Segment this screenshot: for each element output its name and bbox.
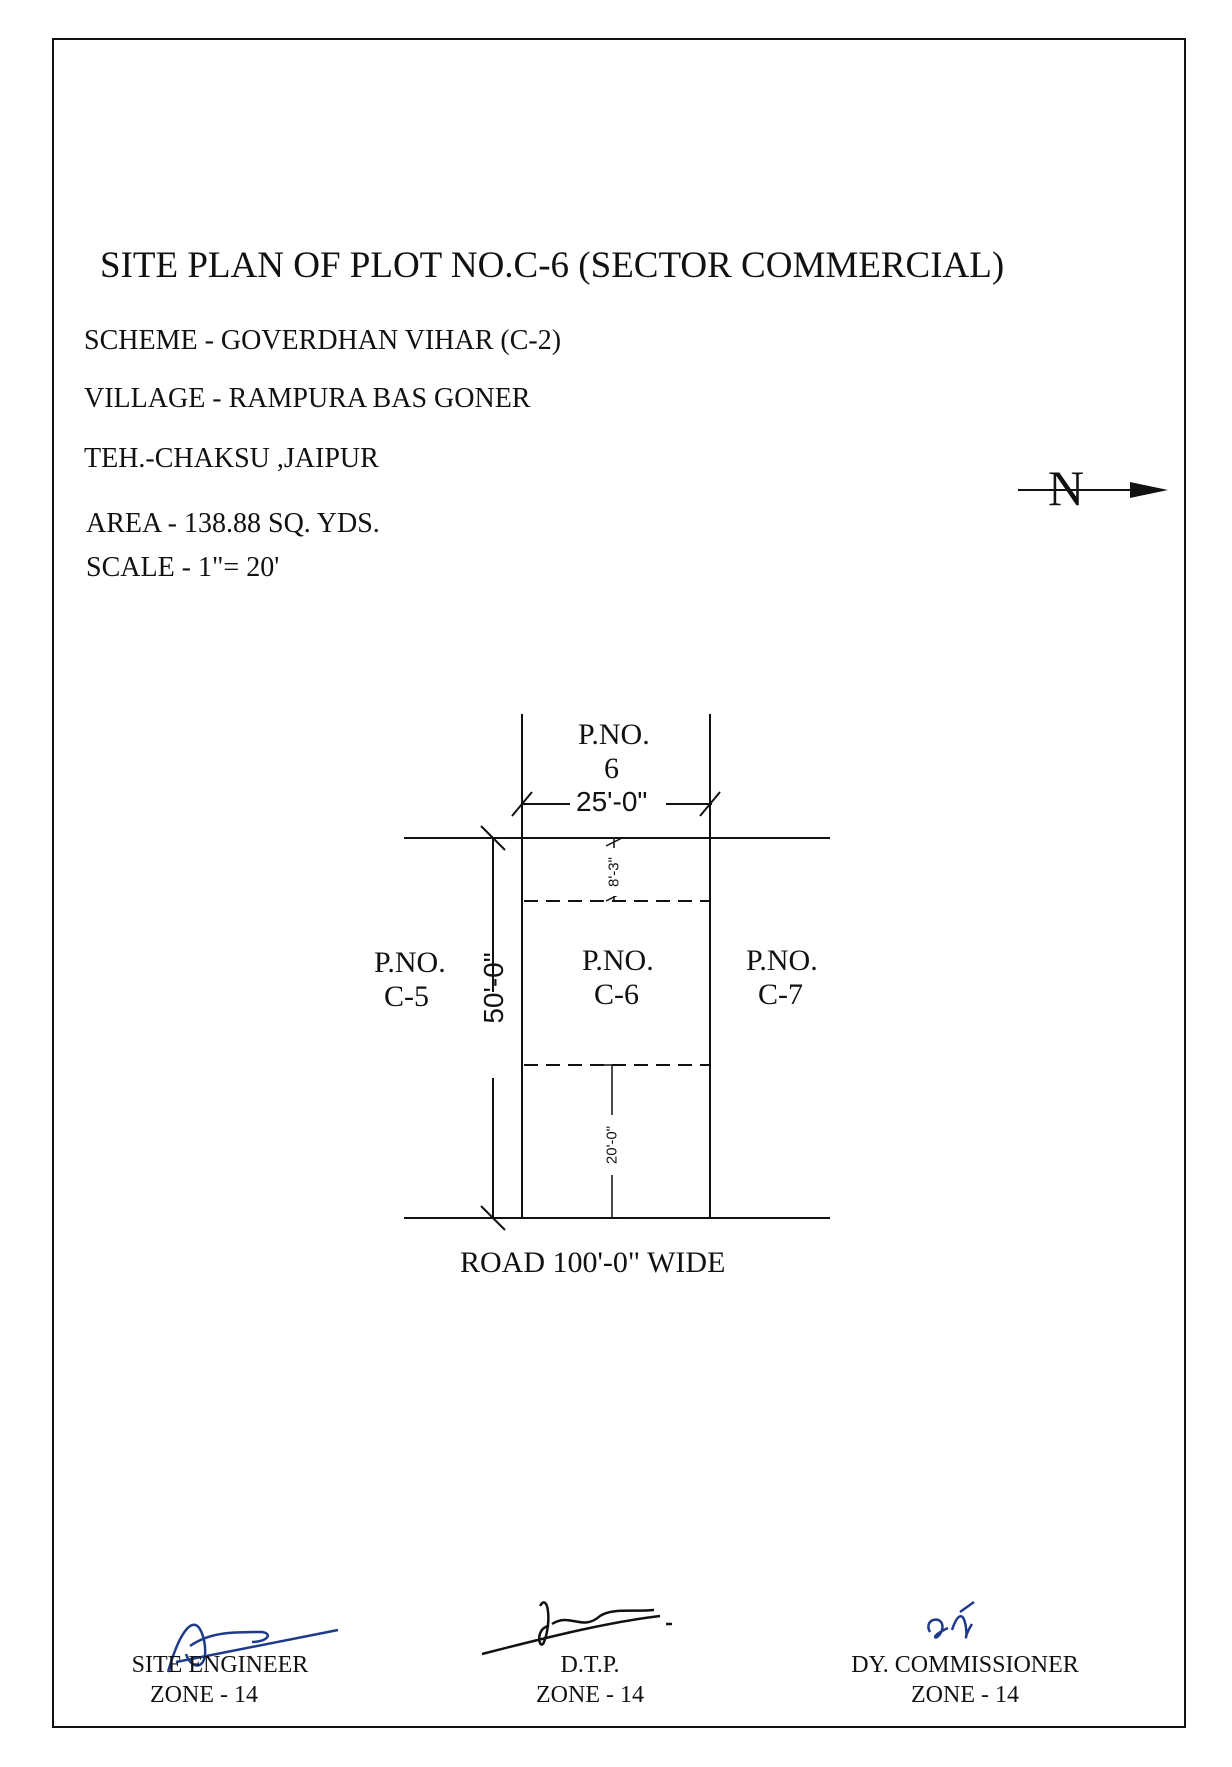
- dy-commissioner-zone: ZONE - 14: [911, 1682, 1019, 1708]
- site-engineer-zone: ZONE - 14: [150, 1682, 258, 1708]
- site-engineer-title: SITE ENGINEER: [131, 1652, 309, 1678]
- dtp-title: D.T.P.: [560, 1652, 620, 1678]
- north-plot-label: P.NO.: [578, 718, 650, 751]
- area-line: AREA - 138.88 SQ. YDS.: [86, 508, 380, 539]
- drawing-title: SITE PLAN OF PLOT NO.C-6 (SECTOR COMMERCIAL): [100, 245, 1005, 286]
- dtp-signature: [482, 1602, 672, 1654]
- rear-setback-label: 20'-0": [603, 1125, 621, 1165]
- width-dimension-label: 25'-0": [576, 786, 648, 817]
- dtp-block: [500, 1650, 680, 1710]
- left-plot-number: C-5: [384, 980, 429, 1013]
- center-plot-number: C-6: [594, 978, 639, 1011]
- right-plot-label: P.NO.: [746, 944, 818, 977]
- left-plot-label: P.NO.: [374, 946, 446, 979]
- tehsil-line: TEH.-CHAKSU ,JAIPUR: [84, 443, 379, 474]
- north-label: N: [1048, 460, 1085, 516]
- dy-commissioner-signature: [928, 1602, 974, 1637]
- center-plot-label: P.NO.: [582, 944, 654, 977]
- site-engineer-block: [100, 1650, 340, 1710]
- scheme-line: SCHEME - GOVERDHAN VIHAR (C-2): [84, 325, 562, 356]
- village-line: VILLAGE - RAMPURA BAS GONER: [84, 383, 531, 414]
- scale-line: SCALE - 1"= 20': [86, 552, 280, 583]
- dy-commissioner-block: [820, 1650, 1110, 1710]
- front-setback-label: 8'-3": [605, 857, 623, 887]
- road-label: ROAD 100'-0" WIDE: [460, 1246, 726, 1279]
- north-plot-number: 6: [604, 752, 619, 785]
- depth-dimension-label: 50'-0": [478, 952, 509, 1024]
- dy-commissioner-title: DY. COMMISSIONER: [851, 1652, 1079, 1678]
- right-plot-number: C-7: [758, 978, 803, 1011]
- dtp-zone: ZONE - 14: [536, 1682, 644, 1708]
